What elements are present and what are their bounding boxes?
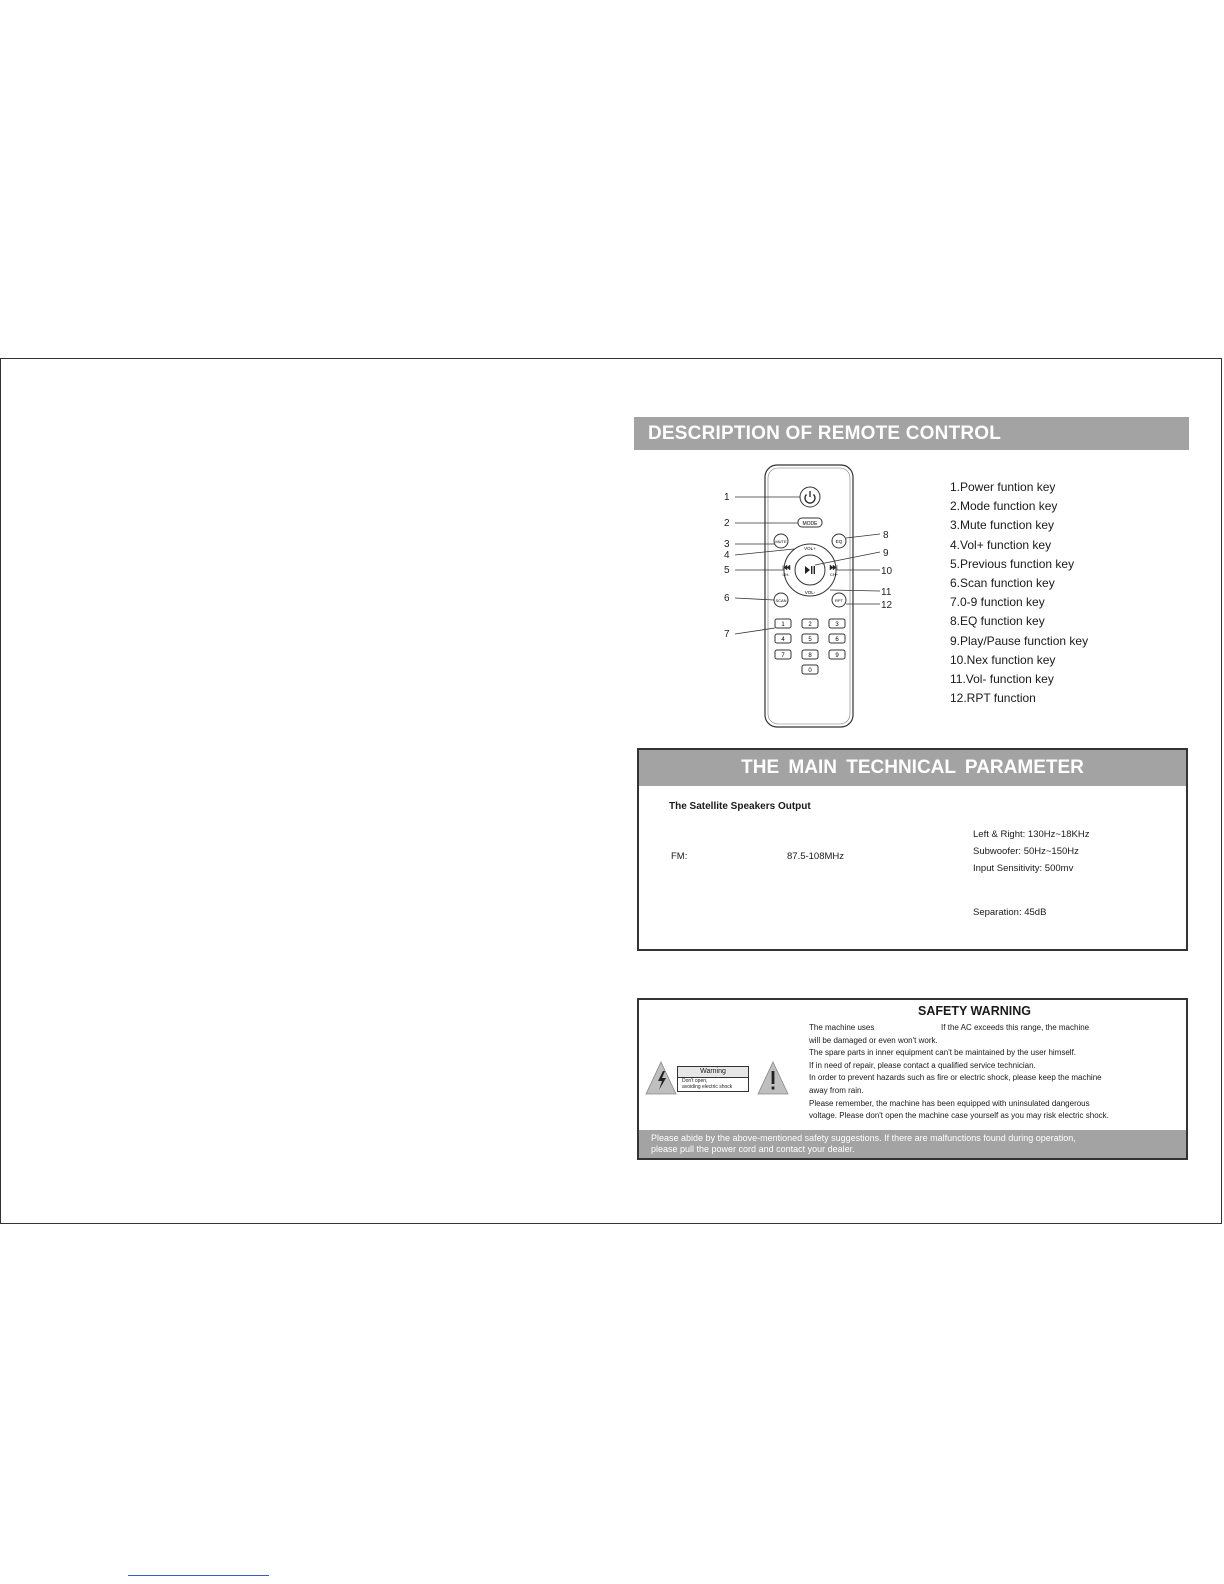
safety-line: away from rain. bbox=[809, 1085, 864, 1095]
safety-line: If in need of repair, please contact a qualified service technician. bbox=[809, 1060, 1036, 1070]
warning-label-title: Warning bbox=[678, 1067, 748, 1078]
digit-key-4[interactable] bbox=[775, 634, 791, 643]
mode-button[interactable] bbox=[798, 518, 822, 527]
key-description: 12.RPT function bbox=[950, 691, 1036, 706]
key-description: 10.Nex function key bbox=[950, 652, 1056, 667]
safety-line: The machine uses If the AC exceeds this range, the machine bbox=[809, 1023, 1090, 1032]
svg-text:MUTE: MUTE bbox=[775, 539, 787, 544]
callout-7: 7 bbox=[724, 629, 730, 640]
key-description: 11.Vol- function key bbox=[950, 672, 1054, 687]
callout-1: 1 bbox=[724, 492, 730, 503]
safety-footer-line: Please abide by the above-mentioned safety suggestions. If there are malfunctions found during operation, bbox=[651, 1133, 1076, 1143]
svg-text:MODE: MODE bbox=[802, 521, 818, 527]
exclamation-icon bbox=[758, 1062, 788, 1094]
safety-line: voltage. Please don't open the machine case yourself as you may risk electric shock. bbox=[809, 1111, 1109, 1121]
callout-6: 6 bbox=[724, 593, 730, 604]
key-description: 6.Scan function key bbox=[950, 576, 1055, 591]
key-description: 1.Power funtion key bbox=[950, 480, 1056, 494]
svg-text:6: 6 bbox=[835, 637, 839, 643]
svg-text:CH-: CH- bbox=[782, 572, 790, 577]
vol-plus-button[interactable]: VOL+ bbox=[804, 546, 816, 551]
svg-text:0: 0 bbox=[808, 668, 812, 674]
eq-button[interactable] bbox=[832, 534, 846, 548]
fm-value: 87.5-108MHz bbox=[787, 851, 845, 862]
subwoofer-frequency: Subwoofer: 50Hz~150Hz bbox=[973, 846, 1079, 857]
vol-minus-button[interactable]: VOL- bbox=[804, 590, 816, 595]
input-sensitivity: Input Sensitivity: 500mv bbox=[973, 863, 1074, 874]
remote-control-diagram bbox=[720, 462, 920, 730]
power-button[interactable] bbox=[800, 487, 820, 507]
key-description: 5.Previous function key bbox=[950, 556, 1075, 571]
safety-line: will be damaged or even won't work. bbox=[809, 1035, 938, 1045]
safety-warning-title: SAFETY WARNING bbox=[918, 1004, 1031, 1018]
key-description: 2.Mode function key bbox=[950, 499, 1058, 514]
key-description: 3.Mute function key bbox=[950, 518, 1055, 533]
left-right-frequency: Left & Right: 130Hz~18KHz bbox=[973, 829, 1090, 840]
digit-key-8[interactable] bbox=[802, 650, 818, 659]
svg-text:5: 5 bbox=[808, 637, 812, 643]
warning-label bbox=[677, 1066, 749, 1092]
satellite-output-heading: The Satellite Speakers Output bbox=[669, 801, 811, 812]
key-description: 4.Vol+ function key bbox=[950, 537, 1052, 552]
svg-text:SCAN: SCAN bbox=[775, 598, 787, 603]
svg-text:CH+: CH+ bbox=[829, 572, 839, 577]
digit-key-9[interactable] bbox=[829, 650, 845, 659]
callout-5: 5 bbox=[724, 565, 730, 576]
separation: Separation: 45dB bbox=[973, 907, 1047, 918]
digit-key-5[interactable] bbox=[802, 634, 818, 643]
svg-text:8: 8 bbox=[808, 653, 812, 659]
key-description: 8.EQ function key bbox=[950, 614, 1045, 629]
svg-text:RPT: RPT bbox=[835, 598, 843, 603]
safety-line: Please remember, the machine has been equipped with uninsulated dangerous bbox=[809, 1098, 1090, 1108]
digit-key-0[interactable] bbox=[802, 665, 818, 674]
fm-label: FM: bbox=[671, 851, 688, 862]
electric-shock-icon bbox=[646, 1062, 676, 1094]
warning-label-line: avoiding electric shock bbox=[682, 1084, 733, 1090]
digit-key-6[interactable] bbox=[829, 634, 845, 643]
digit-key-7[interactable] bbox=[775, 650, 791, 659]
callout-11: 11 bbox=[881, 587, 892, 598]
callout-12: 12 bbox=[881, 600, 893, 611]
key-description: 7.0-9 function key bbox=[950, 595, 1045, 610]
warning-label-line: Don't open, bbox=[682, 1078, 708, 1084]
svg-text:4: 4 bbox=[781, 637, 785, 643]
callout-2: 2 bbox=[724, 518, 730, 529]
safety-warning-text bbox=[809, 1022, 1109, 1123]
svg-text:EQ: EQ bbox=[835, 539, 843, 544]
callout-8: 8 bbox=[883, 530, 889, 541]
safety-line: In order to prevent hazards such as fire or electric shock, please keep the machine bbox=[809, 1073, 1102, 1083]
safety-footer-notice bbox=[639, 1130, 1186, 1158]
svg-text:1: 1 bbox=[781, 622, 785, 628]
safety-warning-box bbox=[637, 998, 1188, 1160]
safety-footer-line: please pull the power cord and contact your dealer. bbox=[651, 1144, 855, 1154]
safety-line: The spare parts in inner equipment can't be maintained by the user himself. bbox=[809, 1048, 1077, 1058]
callout-4: 4 bbox=[724, 550, 730, 561]
technical-parameter-box bbox=[637, 748, 1188, 951]
digit-key-1[interactable] bbox=[775, 619, 791, 628]
callout-3: 3 bbox=[724, 539, 730, 550]
scan-button[interactable] bbox=[774, 593, 788, 607]
digit-key-2[interactable] bbox=[802, 619, 818, 628]
rpt-button[interactable] bbox=[832, 593, 846, 607]
remote-key-list bbox=[950, 478, 1088, 708]
key-description: 9.Play/Pause function key bbox=[950, 633, 1089, 648]
svg-text:9: 9 bbox=[835, 653, 839, 659]
callout-10: 10 bbox=[881, 566, 893, 577]
remote-section-title: DESCRIPTION OF REMOTE CONTROL bbox=[634, 417, 1189, 450]
page-footer-rule bbox=[128, 1575, 269, 1576]
svg-text:2: 2 bbox=[808, 622, 812, 628]
digit-key-3[interactable] bbox=[829, 619, 845, 628]
mute-button[interactable] bbox=[774, 534, 788, 548]
svg-text:3: 3 bbox=[835, 622, 839, 628]
technical-parameter-title: THE MAIN TECHNICAL PARAMETER bbox=[639, 750, 1186, 786]
callout-9: 9 bbox=[883, 548, 889, 559]
svg-text:7: 7 bbox=[781, 653, 785, 659]
